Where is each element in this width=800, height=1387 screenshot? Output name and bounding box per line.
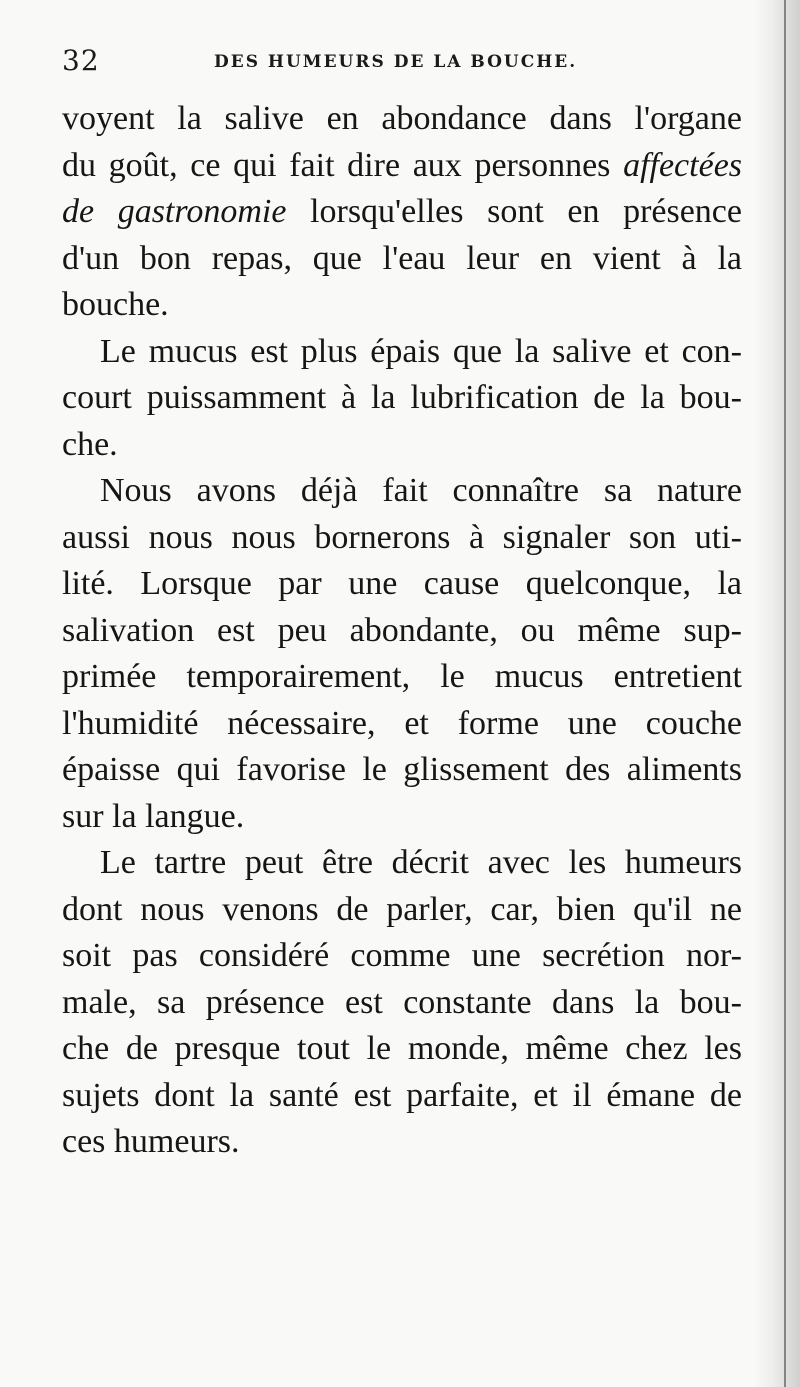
text-line bbox=[62, 189, 742, 236]
text-line bbox=[62, 143, 742, 190]
text-line: primée temporairement, le mucus entretient bbox=[62, 658, 742, 695]
body-text bbox=[62, 96, 742, 1166]
text-line: sur la langue. bbox=[62, 797, 245, 835]
text-line: Nous avons déjà fait connaître sa nature bbox=[100, 472, 742, 509]
text-line: aussi nous nous bornerons à signaler son uti- bbox=[62, 518, 742, 556]
italic-text: de gastronomie bbox=[62, 193, 287, 230]
text-line: voyent la salive en abondance dans l'organe bbox=[62, 100, 742, 137]
text-line: male, sa présence est constante dans la bou- bbox=[62, 983, 742, 1021]
text-line: l'humidité nécessaire, et forme une couche bbox=[62, 704, 742, 742]
text-line: sujets dont la santé est parfaite, et il émane de bbox=[62, 1076, 742, 1114]
text-line: Le mucus est plus épais que la salive et con- bbox=[100, 332, 742, 370]
page-header bbox=[62, 44, 752, 84]
text-line: ces humeurs. bbox=[62, 1123, 240, 1160]
text-line: bouche. bbox=[62, 286, 169, 323]
paragraph bbox=[62, 840, 742, 1166]
text-line: salivation est peu abondante, ou même sup- bbox=[62, 611, 742, 649]
italic-text: affectées bbox=[623, 146, 743, 184]
text-line: épaisse qui favorise le glissement des aliments bbox=[62, 751, 742, 788]
running-head: DES HUMEURS DE LA BOUCHE. bbox=[214, 52, 578, 72]
text-line: d'un bon repas, que l'eau leur en vient à la bbox=[62, 239, 742, 277]
text-segment: lorsqu'elles sont en présence bbox=[310, 193, 742, 230]
page-edge-line bbox=[784, 0, 786, 1387]
text-line: che. bbox=[62, 425, 118, 463]
text-line: che de presque tout le monde, même chez les bbox=[62, 1030, 742, 1067]
page-number: 32 bbox=[62, 44, 100, 77]
text-line: Le tartre peut être décrit avec les humeurs bbox=[100, 844, 742, 881]
text-line: dont nous venons de parler, car, bien qu'il ne bbox=[62, 890, 742, 928]
page-edge-shadow bbox=[754, 0, 800, 1387]
paragraph bbox=[62, 96, 742, 329]
text-segment: du goût, ce qui fait dire aux personnes bbox=[62, 146, 611, 184]
paragraph bbox=[62, 468, 742, 840]
paragraph bbox=[62, 329, 742, 469]
text-line: court puissamment à la lubrification de la bou- bbox=[62, 379, 742, 416]
text-line: lité. Lorsque par une cause quelconque, la bbox=[62, 565, 742, 602]
text-line: soit pas considéré comme une secrétion nor- bbox=[62, 937, 742, 974]
